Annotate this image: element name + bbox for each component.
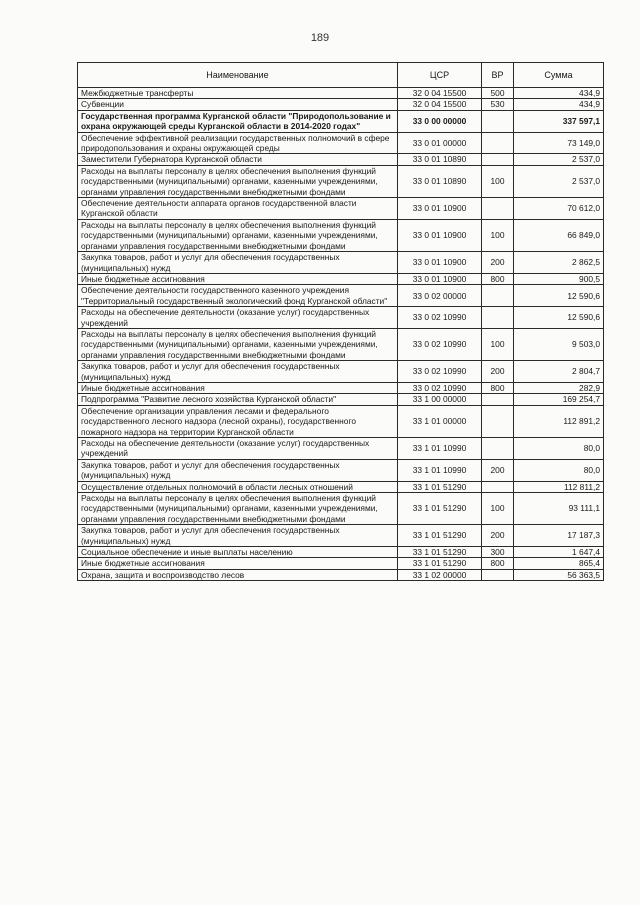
cell-name: Расходы на выплаты персоналу в целях обеспечения выполнения функций государственными (муниципальными) органами, казенными учреждениями, органами управления государственными внебюджетными фондами [78, 493, 398, 525]
cell-vr [482, 481, 514, 492]
cell-vr [482, 569, 514, 580]
cell-vr [482, 132, 514, 154]
cell-csr: 33 1 01 51290 [398, 525, 482, 547]
cell-name: Заместители Губернатора Курганской области [78, 154, 398, 165]
cell-vr: 100 [482, 219, 514, 251]
cell-csr: 33 0 02 10990 [398, 328, 482, 360]
table-row [78, 547, 604, 558]
cell-csr: 33 1 01 51290 [398, 481, 482, 492]
cell-vr: 300 [482, 547, 514, 558]
cell-vr [482, 394, 514, 405]
cell-name: Подпрограмма "Развитие лесного хозяйства Курганской области" [78, 394, 398, 405]
cell-csr: 33 0 01 10890 [398, 154, 482, 165]
cell-sum: 93 111,1 [514, 493, 604, 525]
table-row [78, 361, 604, 383]
table-row [78, 525, 604, 547]
cell-name: Осуществление отдельных полномочий в области лесных отношений [78, 481, 398, 492]
cell-sum: 2 537,0 [514, 165, 604, 197]
cell-csr: 32 0 04 15500 [398, 88, 482, 99]
cell-csr: 33 0 02 00000 [398, 285, 482, 307]
cell-name: Расходы на выплаты персоналу в целях обеспечения выполнения функций государственными (муниципальными) органами, казенными учреждениями, органами управления государственными внебюджетными фондами [78, 219, 398, 251]
cell-sum: 900,5 [514, 273, 604, 284]
cell-csr: 33 1 01 51290 [398, 547, 482, 558]
cell-sum: 66 849,0 [514, 219, 604, 251]
table-row [78, 198, 604, 220]
cell-vr [482, 154, 514, 165]
cell-sum: 70 612,0 [514, 198, 604, 220]
table-row [78, 273, 604, 284]
table-row [78, 307, 604, 329]
cell-sum: 2 804,7 [514, 361, 604, 383]
cell-csr: 32 0 04 15500 [398, 99, 482, 110]
cell-name: Социальное обеспечение и иные выплаты населению [78, 547, 398, 558]
cell-vr: 800 [482, 558, 514, 569]
cell-name: Иные бюджетные ассигнования [78, 382, 398, 393]
cell-vr: 800 [482, 382, 514, 393]
table-body [78, 88, 604, 581]
table-row [78, 252, 604, 274]
cell-name: Государственная программа Курганской области "Природопользование и охрана окружающей среды Курганской области в 2014-2020 годах" [78, 110, 398, 132]
cell-sum: 56 363,5 [514, 569, 604, 580]
cell-csr: 33 1 01 10990 [398, 459, 482, 481]
cell-vr: 100 [482, 493, 514, 525]
cell-name: Обеспечение деятельности аппарата органов государственной власти Курганской области [78, 198, 398, 220]
table-row [78, 154, 604, 165]
cell-sum: 1 647,4 [514, 547, 604, 558]
table-row [78, 285, 604, 307]
cell-name: Обеспечение организации управления лесами и федерального государственного лесного надзора (лесной охраны), государственного пожарного надзора на территории Курганской области [78, 405, 398, 437]
cell-name: Расходы на выплаты персоналу в целях обеспечения выполнения функций государственными (муниципальными) органами, казенными учреждениями, органами управления государственными внебюджетными фондами [78, 328, 398, 360]
table-row [78, 405, 604, 437]
cell-vr: 530 [482, 99, 514, 110]
table-header-row [78, 63, 604, 88]
cell-csr: 33 1 01 00000 [398, 405, 482, 437]
budget-table [77, 62, 604, 581]
cell-vr: 200 [482, 459, 514, 481]
table-row [78, 569, 604, 580]
table-row [78, 382, 604, 393]
header-csr: ЦСР [398, 63, 482, 88]
cell-vr: 200 [482, 525, 514, 547]
cell-csr: 33 0 01 10900 [398, 252, 482, 274]
cell-csr: 33 0 02 10990 [398, 382, 482, 393]
cell-sum: 337 597,1 [514, 110, 604, 132]
cell-csr: 33 0 01 10900 [398, 273, 482, 284]
cell-sum: 112 811,2 [514, 481, 604, 492]
cell-vr [482, 405, 514, 437]
cell-name: Охрана, защита и воспроизводство лесов [78, 569, 398, 580]
cell-sum: 282,9 [514, 382, 604, 393]
cell-csr: 33 1 00 00000 [398, 394, 482, 405]
table-row [78, 88, 604, 99]
cell-name: Закупка товаров, работ и услуг для обеспечения государственных (муниципальных) нужд [78, 459, 398, 481]
header-name: Наименование [78, 63, 398, 88]
cell-vr: 200 [482, 252, 514, 274]
cell-csr: 33 0 00 00000 [398, 110, 482, 132]
cell-name: Субвенции [78, 99, 398, 110]
cell-csr: 33 1 02 00000 [398, 569, 482, 580]
cell-vr [482, 307, 514, 329]
cell-vr: 800 [482, 273, 514, 284]
table-row [78, 99, 604, 110]
table-row [78, 558, 604, 569]
cell-name: Расходы на обеспечение деятельности (оказание услуг) государственных учреждений [78, 438, 398, 460]
cell-name: Обеспечение эффективной реализации государственных полномочий в сфере природопользования и охраны окружающей среды [78, 132, 398, 154]
cell-sum: 865,4 [514, 558, 604, 569]
table-row [78, 438, 604, 460]
cell-name: Межбюджетные трансферты [78, 88, 398, 99]
cell-csr: 33 0 02 10990 [398, 361, 482, 383]
table-row [78, 459, 604, 481]
table-row [78, 394, 604, 405]
cell-sum: 9 503,0 [514, 328, 604, 360]
cell-vr: 200 [482, 361, 514, 383]
cell-name: Закупка товаров, работ и услуг для обеспечения государственных (муниципальных) нужд [78, 361, 398, 383]
table-row [78, 481, 604, 492]
cell-csr: 33 1 01 10990 [398, 438, 482, 460]
table-row [78, 132, 604, 154]
cell-sum: 434,9 [514, 88, 604, 99]
cell-sum: 434,9 [514, 99, 604, 110]
cell-sum: 12 590,6 [514, 307, 604, 329]
cell-vr [482, 285, 514, 307]
cell-csr: 33 1 01 51290 [398, 558, 482, 569]
cell-vr [482, 198, 514, 220]
cell-sum: 2 862,5 [514, 252, 604, 274]
cell-name: Расходы на обеспечение деятельности (оказание услуг) государственных учреждений [78, 307, 398, 329]
cell-name: Закупка товаров, работ и услуг для обеспечения государственных (муниципальных) нужд [78, 525, 398, 547]
table-row [78, 493, 604, 525]
cell-sum: 112 891,2 [514, 405, 604, 437]
header-vr: ВР [482, 63, 514, 88]
table-row [78, 328, 604, 360]
cell-vr: 100 [482, 328, 514, 360]
cell-name: Расходы на выплаты персоналу в целях обеспечения выполнения функций государственными (муниципальными) органами, казенными учреждениями, органами управления государственными внебюджетными фондами [78, 165, 398, 197]
cell-name: Обеспечение деятельности государственного казенного учреждения "Территориальный государственный экологический фонд Курганской области" [78, 285, 398, 307]
cell-sum: 169 254,7 [514, 394, 604, 405]
cell-csr: 33 0 01 10900 [398, 219, 482, 251]
cell-csr: 33 1 01 51290 [398, 493, 482, 525]
cell-vr: 100 [482, 165, 514, 197]
cell-csr: 33 0 02 10990 [398, 307, 482, 329]
cell-name: Закупка товаров, работ и услуг для обеспечения государственных (муниципальных) нужд [78, 252, 398, 274]
cell-name: Иные бюджетные ассигнования [78, 273, 398, 284]
table-row [78, 219, 604, 251]
cell-sum: 80,0 [514, 459, 604, 481]
page-number: 189 [310, 32, 330, 44]
cell-sum: 17 187,3 [514, 525, 604, 547]
cell-vr: 500 [482, 88, 514, 99]
cell-name: Иные бюджетные ассигнования [78, 558, 398, 569]
cell-sum: 80,0 [514, 438, 604, 460]
cell-vr [482, 438, 514, 460]
cell-sum: 73 149,0 [514, 132, 604, 154]
cell-sum: 12 590,6 [514, 285, 604, 307]
cell-vr [482, 110, 514, 132]
table-row [78, 110, 604, 132]
header-sum: Сумма [514, 63, 604, 88]
cell-csr: 33 0 01 10890 [398, 165, 482, 197]
table-row [78, 165, 604, 197]
cell-csr: 33 0 01 10900 [398, 198, 482, 220]
cell-csr: 33 0 01 00000 [398, 132, 482, 154]
cell-sum: 2 537,0 [514, 154, 604, 165]
